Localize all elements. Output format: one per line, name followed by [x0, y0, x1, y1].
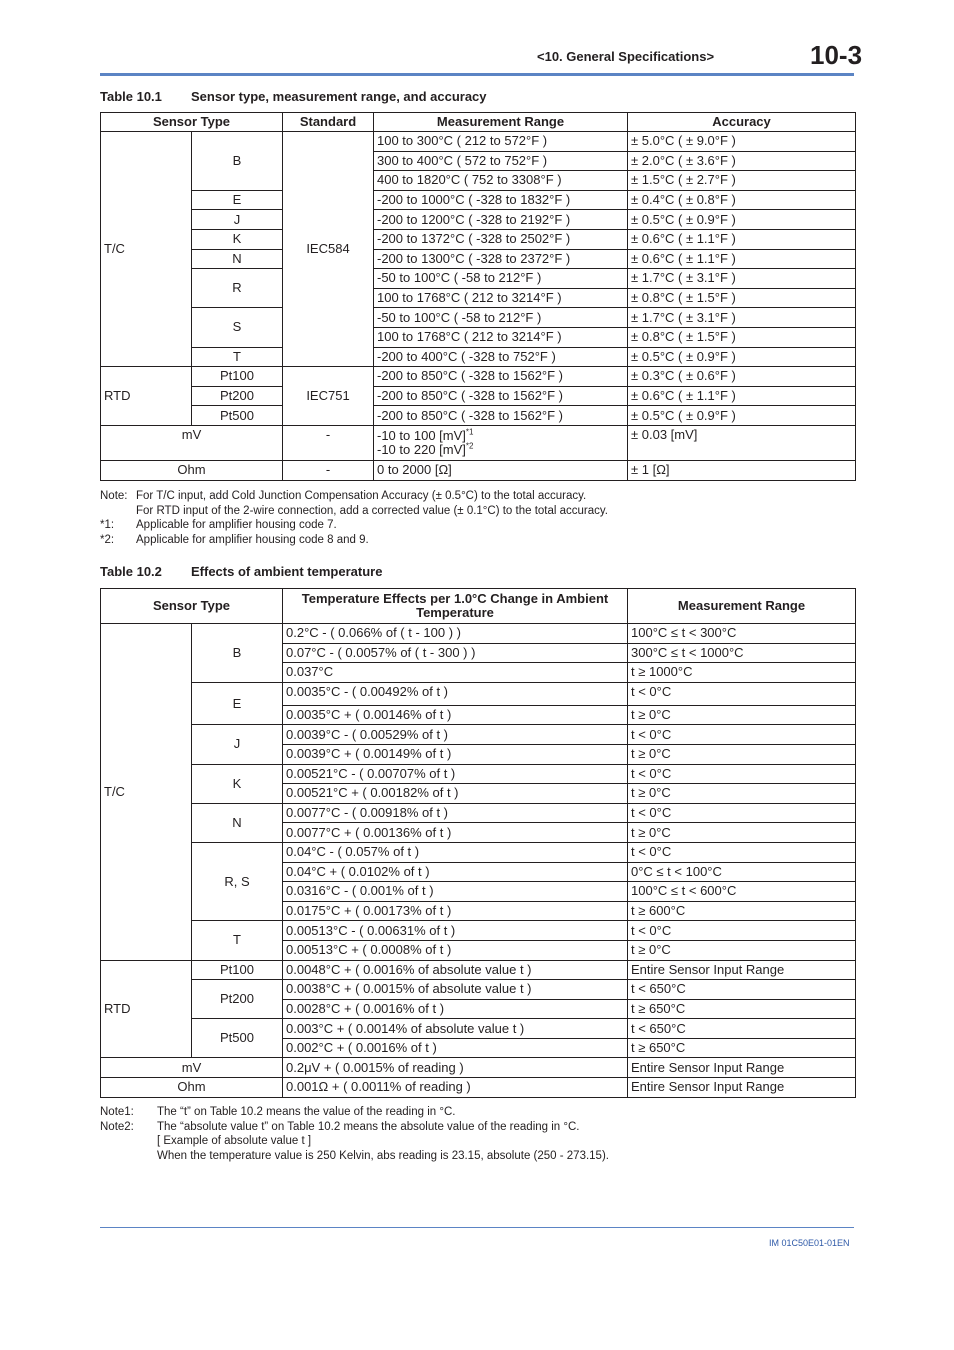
- accuracy-cell: ± 0.6°C ( ± 1.1°F ): [628, 386, 856, 406]
- mv-range-line-2: -10 to 220 [mV]$^{*2}$: [377, 441, 474, 457]
- range-cell: 300°C ≤ t < 1000°C: [628, 643, 856, 663]
- mv-type: mV: [101, 1058, 283, 1078]
- range-cell: -50 to 100°C ( -58 to 212°F ): [374, 308, 628, 328]
- table-row: [101, 269, 856, 289]
- table-row: [101, 1058, 856, 1078]
- table-row: [101, 190, 856, 210]
- effect-cell: 0.002°C + ( 0.0016% of t ): [283, 1038, 628, 1058]
- effect-cell: 0.003°C + ( 0.0014% of absolute value t ): [283, 1019, 628, 1039]
- range-cell: t ≥ 600°C: [628, 901, 856, 921]
- note-key: Note1:: [100, 1106, 134, 1118]
- table2-header-range: Measurement Range: [628, 589, 856, 624]
- subtype-label: E: [192, 682, 283, 725]
- note-text: When the temperature value is 250 Kelvin, abs reading is 23.15, absolute (250 - 273.15).: [157, 1149, 609, 1162]
- subtype-label: Pt500: [192, 1019, 283, 1058]
- note-key: Note2:: [100, 1120, 134, 1133]
- range-cell: t < 0°C: [628, 764, 856, 784]
- effect-cell: 0.0316°C - ( 0.001% of t ): [283, 882, 628, 902]
- accuracy-cell: ± 1.7°C ( ± 3.1°F ): [628, 269, 856, 289]
- range-cell: -50 to 100°C ( -58 to 212°F ): [374, 269, 628, 289]
- subtype-label: N: [192, 803, 283, 842]
- range-cell: t < 0°C: [628, 921, 856, 941]
- table-row: [101, 921, 856, 941]
- table-row: [101, 725, 856, 745]
- range-cell: t ≥ 0°C: [628, 705, 856, 725]
- range-cell: 100°C ≤ t < 600°C: [628, 882, 856, 902]
- effect-cell: 0.0028°C + ( 0.0016% of t ): [283, 999, 628, 1019]
- table1-caption: [100, 89, 487, 104]
- range-cell: -200 to 850°C ( -328 to 1562°F ): [374, 367, 628, 387]
- group-label-tc: T/C: [101, 132, 192, 367]
- accuracy-cell: ± 0.8°C ( ± 1.5°F ): [628, 288, 856, 308]
- range-cell: -200 to 850°C ( -328 to 1562°F ): [374, 406, 628, 426]
- table1-header-range: Measurement Range: [374, 113, 628, 132]
- range-cell: t < 0°C: [628, 803, 856, 823]
- mv-range-cell: [374, 425, 628, 460]
- range-cell: t < 650°C: [628, 1019, 856, 1039]
- table-row: [101, 624, 856, 644]
- effect-cell: 0.07°C - ( 0.0057% of ( t - 300 ) ): [283, 643, 628, 663]
- sensor-range-accuracy-table: [100, 112, 856, 481]
- footnote-text: Applicable for amplifier housing code 8 and 9.: [136, 533, 369, 546]
- table-row: [101, 960, 856, 980]
- effect-cell: 0.0039°C + ( 0.00149% of t ): [283, 744, 628, 764]
- effect-cell: 0.04°C + ( 0.0102% of t ): [283, 862, 628, 882]
- accuracy-cell: ± 0.3°C ( ± 0.6°F ): [628, 367, 856, 387]
- table-row: [101, 386, 856, 406]
- table-row: [101, 347, 856, 367]
- standard-rtd: IEC751: [283, 367, 374, 426]
- effect-cell: 0.2μV + ( 0.0015% of reading ): [283, 1058, 628, 1078]
- table1-header-sensor-type: Sensor Type: [101, 113, 283, 132]
- range-cell: t < 0°C: [628, 725, 856, 745]
- table-row: [101, 980, 856, 1000]
- subtype-label: K: [192, 229, 283, 249]
- subtype-label: K: [192, 764, 283, 803]
- accuracy-cell: ± 1.7°C ( ± 3.1°F ): [628, 308, 856, 328]
- range-cell: t ≥ 650°C: [628, 1038, 856, 1058]
- range-cell: t < 650°C: [628, 980, 856, 1000]
- ohm-range: 0 to 2000 [Ω]: [374, 460, 628, 480]
- page-number: 10-3: [810, 40, 863, 70]
- table1-caption-title: Sensor type, measurement range, and accuracy: [191, 89, 487, 104]
- subtype-label: E: [192, 190, 283, 210]
- table2-caption: [100, 564, 382, 579]
- footer-divider: [100, 1227, 854, 1228]
- footnote-key: *2:: [100, 533, 115, 546]
- table-row: [101, 764, 856, 784]
- subtype-label: J: [192, 725, 283, 764]
- document-code: IM 01C50E01-01EN: [769, 1238, 850, 1248]
- table-row: [101, 249, 856, 269]
- range-cell: t < 0°C: [628, 682, 856, 705]
- range-cell: t < 0°C: [628, 842, 856, 862]
- accuracy-cell: ± 2.0°C ( ± 3.6°F ): [628, 151, 856, 171]
- effect-cell: 0.00513°C + ( 0.0008% of t ): [283, 940, 628, 960]
- range-cell: -200 to 1300°C ( -328 to 2372°F ): [374, 249, 628, 269]
- mv-type: mV: [101, 425, 283, 460]
- note-text: The “absolute value t” on Table 10.2 means the absolute value of the reading in °C.: [157, 1120, 580, 1133]
- range-cell: 400 to 1820°C ( 752 to 3308°F ): [374, 171, 628, 191]
- group-label-rtd: RTD: [101, 367, 192, 426]
- subtype-label: T: [192, 921, 283, 960]
- footnote-text: Applicable for amplifier housing code 7.: [136, 519, 337, 531]
- effect-cell: 0.0039°C - ( 0.00529% of t ): [283, 725, 628, 745]
- subtype-label: J: [192, 210, 283, 230]
- range-cell: 300 to 400°C ( 572 to 752°F ): [374, 151, 628, 171]
- ambient-temperature-effects-table: [100, 588, 856, 1098]
- note-text: [ Example of absolute value t ]: [157, 1135, 312, 1147]
- range-cell: -200 to 400°C ( -328 to 752°F ): [374, 347, 628, 367]
- header-divider: [100, 73, 854, 76]
- subtype-label: R: [192, 269, 283, 308]
- note-text: The “t” on Table 10.2 means the value of the reading in °C.: [157, 1106, 456, 1118]
- range-cell: t ≥ 0°C: [628, 784, 856, 804]
- range-cell: t ≥ 0°C: [628, 940, 856, 960]
- ohm-accuracy: ± 1 [Ω]: [628, 460, 856, 480]
- accuracy-cell: ± 0.4°C ( ± 0.8°F ): [628, 190, 856, 210]
- accuracy-cell: ± 0.6°C ( ± 1.1°F ): [628, 249, 856, 269]
- group-label-tc: T/C: [101, 624, 192, 961]
- table1-notes: [100, 489, 608, 547]
- accuracy-cell: ± 0.5°C ( ± 0.9°F ): [628, 210, 856, 230]
- subtype-label: R, S: [192, 842, 283, 920]
- range-cell: t ≥ 0°C: [628, 744, 856, 764]
- table2-caption-title: Effects of ambient temperature: [191, 564, 383, 579]
- table-row: [101, 132, 856, 152]
- range-cell: -200 to 1000°C ( -328 to 1832°F ): [374, 190, 628, 210]
- table2-header-effect: Temperature Effects per 1.0°C Change in Ambient Temperature: [283, 589, 628, 624]
- accuracy-cell: ± 0.5°C ( ± 0.9°F ): [628, 406, 856, 426]
- accuracy-cell: ± 0.6°C ( ± 1.1°F ): [628, 229, 856, 249]
- range-cell: 100 to 300°C ( 212 to 572°F ): [374, 132, 628, 152]
- range-cell: 0°C ≤ t < 100°C: [628, 862, 856, 882]
- note-text: For RTD input of the 2-wire connection, add a corrected value (± 0.1°C) to the total accuracy.: [136, 504, 608, 517]
- effect-cell: 0.04°C - ( 0.057% of t ): [283, 842, 628, 862]
- accuracy-cell: ± 5.0°C ( ± 9.0°F ): [628, 132, 856, 152]
- effect-cell: 0.0077°C - ( 0.00918% of t ): [283, 803, 628, 823]
- effect-cell: 0.0048°C + ( 0.0016% of absolute value t ): [283, 960, 628, 980]
- subtype-label: Pt200: [192, 386, 283, 406]
- subtype-label: S: [192, 308, 283, 347]
- table2-header-sensor-type: Sensor Type: [101, 589, 283, 624]
- table-row: [101, 406, 856, 426]
- range-cell: t ≥ 0°C: [628, 823, 856, 843]
- effect-cell: 0.0038°C + ( 0.0015% of absolute value t ): [283, 980, 628, 1000]
- range-cell: Entire Sensor Input Range: [628, 1058, 856, 1078]
- range-cell: 100 to 1768°C ( 212 to 3214°F ): [374, 327, 628, 347]
- effect-cell: 0.0175°C + ( 0.00173% of t ): [283, 901, 628, 921]
- standard-tc: IEC584: [283, 132, 374, 367]
- ohm-type: Ohm: [101, 460, 283, 480]
- table-row: [101, 460, 856, 480]
- table2-header-row: [101, 589, 856, 624]
- effect-cell: 0.001Ω + ( 0.0011% of reading ): [283, 1078, 628, 1098]
- effect-cell: 0.00513°C - ( 0.00631% of t ): [283, 921, 628, 941]
- table-row: [101, 210, 856, 230]
- ohm-standard: -: [283, 460, 374, 480]
- ohm-type: Ohm: [101, 1078, 283, 1098]
- range-cell: Entire Sensor Input Range: [628, 960, 856, 980]
- range-cell: -200 to 1372°C ( -328 to 2502°F ): [374, 229, 628, 249]
- range-cell: 100°C ≤ t < 300°C: [628, 624, 856, 644]
- subtype-label: Pt200: [192, 980, 283, 1019]
- effect-cell: 0.0035°C + ( 0.00146% of t ): [283, 705, 628, 725]
- effect-cell: 0.2°C - ( 0.066% of ( t - 100 ) ): [283, 624, 628, 644]
- table1-header-accuracy: Accuracy: [628, 113, 856, 132]
- mv-range-line-1: -10 to 100 [mV]$^{*1}$: [377, 427, 474, 443]
- table1-caption-number: Table 10.1: [100, 89, 162, 104]
- subtype-label: N: [192, 249, 283, 269]
- table-row: [101, 425, 856, 460]
- table-row: [101, 229, 856, 249]
- table1-header-row: [101, 113, 856, 132]
- accuracy-cell: ± 0.5°C ( ± 0.9°F ): [628, 347, 856, 367]
- range-cell: -200 to 1200°C ( -328 to 2192°F ): [374, 210, 628, 230]
- range-cell: Entire Sensor Input Range: [628, 1078, 856, 1098]
- section-title: <10. General Specifications>: [537, 49, 715, 64]
- mv-accuracy: ± 0.03 [mV]: [628, 425, 856, 460]
- effect-cell: 0.0035°C - ( 0.00492% of t ): [283, 682, 628, 705]
- range-cell: 100 to 1768°C ( 212 to 3214°F ): [374, 288, 628, 308]
- subtype-label: T: [192, 347, 283, 367]
- table2-notes: [100, 1105, 609, 1163]
- accuracy-cell: ± 1.5°C ( ± 2.7°F ): [628, 171, 856, 191]
- table2-caption-number: Table 10.2: [100, 564, 162, 579]
- table-row: [101, 1019, 856, 1039]
- table-row: [101, 367, 856, 387]
- effect-cell: 0.0077°C + ( 0.00136% of t ): [283, 823, 628, 843]
- range-cell: t ≥ 1000°C: [628, 663, 856, 683]
- subtype-label: B: [192, 132, 283, 191]
- table-row: [101, 1078, 856, 1098]
- table-row: [101, 308, 856, 328]
- table1-header-standard: Standard: [283, 113, 374, 132]
- effect-cell: 0.00521°C - ( 0.00707% of t ): [283, 764, 628, 784]
- note-key: Note:: [100, 490, 128, 502]
- effect-cell: 0.037°C: [283, 663, 628, 683]
- subtype-label: Pt500: [192, 406, 283, 426]
- subtype-label: Pt100: [192, 367, 283, 387]
- footnote-key: *1:: [100, 519, 115, 531]
- accuracy-cell: ± 0.8°C ( ± 1.5°F ): [628, 327, 856, 347]
- group-label-rtd: RTD: [101, 960, 192, 1058]
- effect-cell: 0.00521°C + ( 0.00182% of t ): [283, 784, 628, 804]
- range-cell: -200 to 850°C ( -328 to 1562°F ): [374, 386, 628, 406]
- mv-standard: -: [283, 425, 374, 460]
- note-text: For T/C input, add Cold Junction Compensation Accuracy (± 0.5°C) to the total accuracy.: [136, 490, 587, 502]
- table-row: [101, 682, 856, 705]
- table-row: [101, 842, 856, 862]
- table-row: [101, 803, 856, 823]
- range-cell: t ≥ 650°C: [628, 999, 856, 1019]
- subtype-label: B: [192, 624, 283, 683]
- subtype-label: Pt100: [192, 960, 283, 980]
